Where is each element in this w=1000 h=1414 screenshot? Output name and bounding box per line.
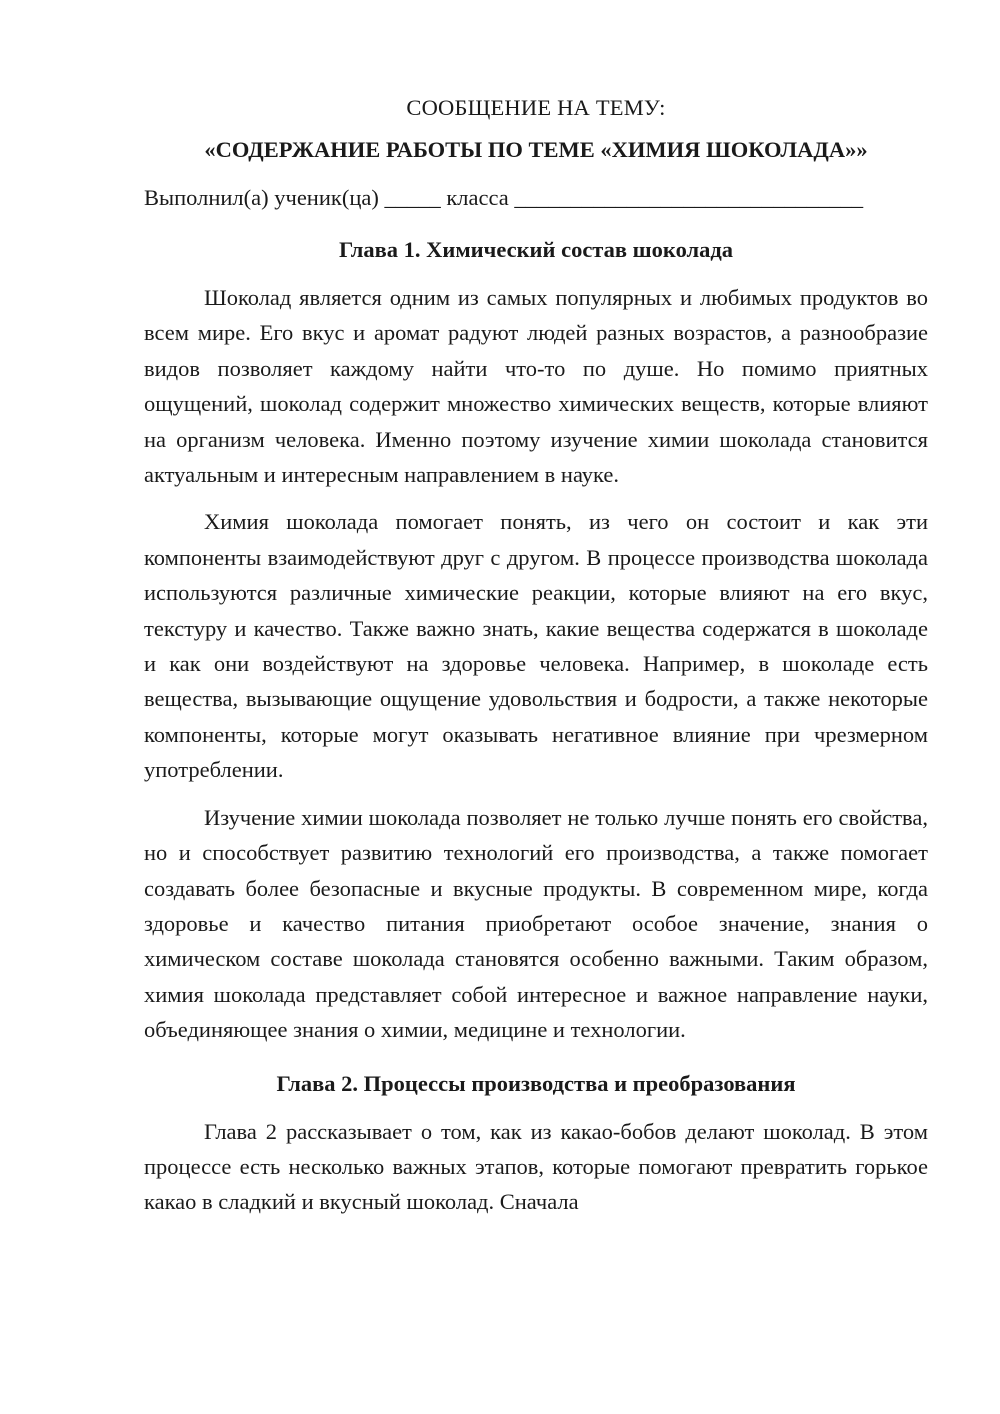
- document-title-line-1: СООБЩЕНИЕ НА ТЕМУ:: [406, 95, 666, 120]
- chapter-2-paragraph-1: Глава 2 рассказывает о том, как из какао-бобов делают шоколад. В этом процессе есть несколько важных этапов, которые помогают превратить горькое какао в сладкий и вкусный шоколад. Сначала: [144, 1118, 928, 1215]
- chapter-1-paragraph-1: Шоколад является одним из самых популярных и любимых продуктов во всем мире. Его вкус и аромат радуют людей разных возрастов, а разнообразие видов позволяет каждому найти что-то по душе. Но помимо приятных ощущений, шоколад содержит множество химических веществ, которые влияют на организм человека. Именно поэтому изучение химии шоколада становится актуальным и интересным направлением в науке.: [144, 285, 928, 488]
- author-line: Выполнил(а) ученик(ца) _____ класса _______________________________: [144, 185, 864, 210]
- document-page: [144, 92, 928, 1220]
- chapter-1-heading: Глава 1. Химический состав шоколада: [338, 237, 734, 262]
- chapter-2-heading: Глава 2. Процессы производства и преобразования: [276, 1070, 796, 1096]
- document-title-line-2: «СОДЕРЖАНИЕ РАБОТЫ ПО ТЕМЕ «ХИМИЯ ШОКОЛАДА»»: [204, 137, 868, 162]
- chapter-1-paragraph-2: Химия шоколада помогает понять, из чего он состоит и как эти компоненты взаимодействуют друг с другом. В процессе производства шоколада используются различные химические реакции, которые влияют на его вкус, текстуру и качество. Также важно знать, какие вещества содержатся в шоколаде и как они воздействуют на здоровье человека. Например, в шоколаде есть вещества, вызывающие ощущение удовольствия и бодрости, а также некоторые компоненты, которые могут оказывать негативное влияние при чрезмерном употреблении.: [144, 509, 928, 783]
- chapter-1-paragraph-3: Изучение химии шоколада позволяет не только лучше понять его свойства, но и способствует развитию технологий его производства, а также помогает создавать более безопасные и вкусные продукты. В современном мире, когда здоровье и качество питания приобретают особое значение, знания о химическом составе шоколада становятся особенно важными. Таким образом, химия шоколада представляет собой интересное и важное направление науки, объединяющее знания о химии, медицине и технологии.: [144, 804, 928, 1043]
